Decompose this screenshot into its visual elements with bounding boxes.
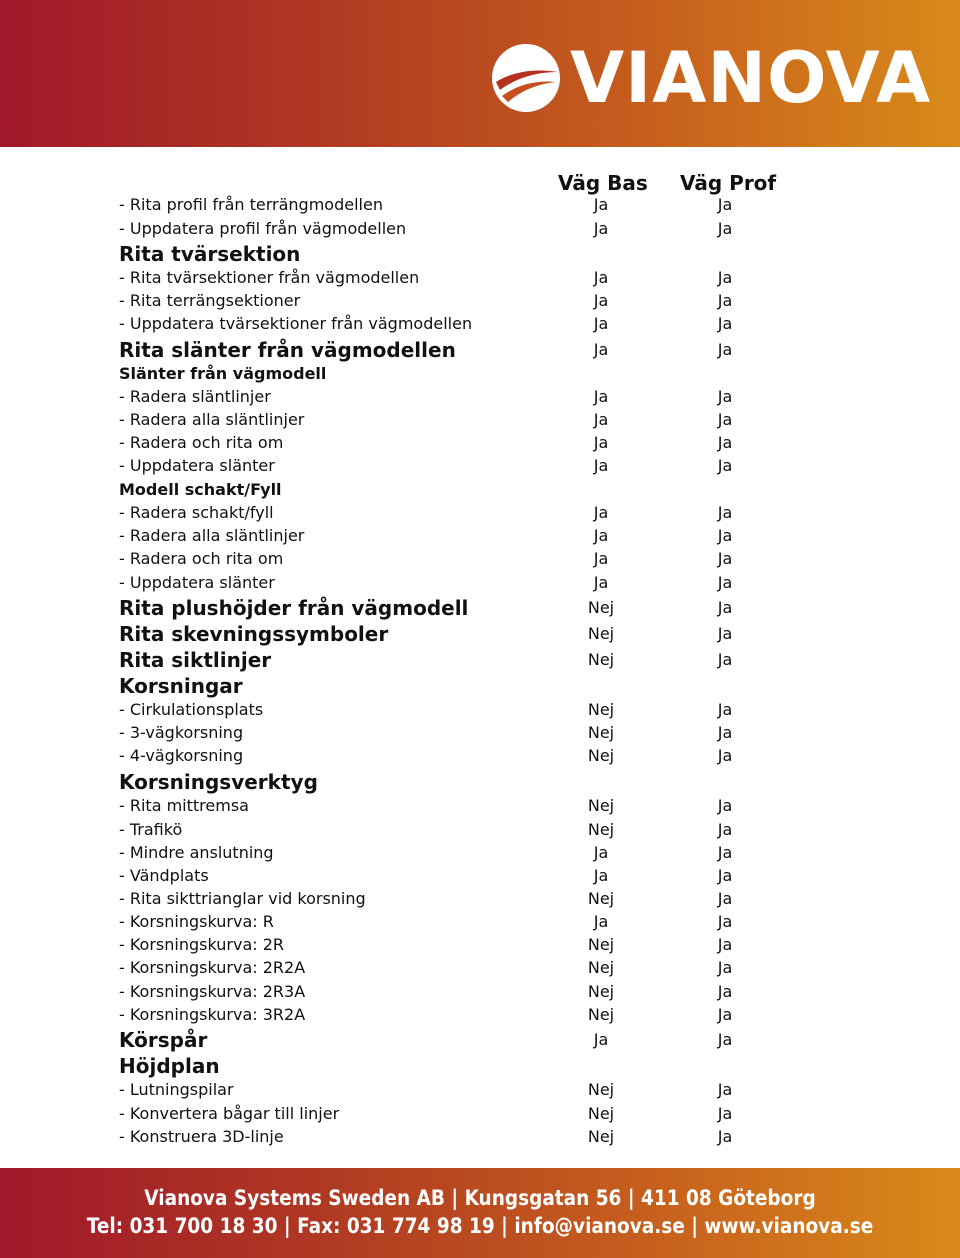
feature-label: - Rita sikttrianglar vid korsning bbox=[119, 889, 366, 908]
feature-label: Korsningsverktyg bbox=[119, 770, 318, 794]
vag-prof-value: Ja bbox=[717, 796, 733, 815]
vag-bas-value: Nej bbox=[587, 820, 615, 839]
feature-label: - Radera alla släntlinjer bbox=[119, 410, 305, 429]
vag-bas-value: Ja bbox=[593, 291, 609, 310]
vag-bas-value: Ja bbox=[593, 219, 609, 238]
vag-prof-value: Ja bbox=[717, 195, 733, 214]
feature-label: - Korsningskurva: 3R2A bbox=[119, 1005, 306, 1024]
vag-bas-value: Nej bbox=[587, 746, 615, 765]
vag-prof-value: Ja bbox=[717, 1005, 733, 1024]
feature-label: - Vändplats bbox=[119, 866, 209, 885]
vag-bas-value: Ja bbox=[593, 456, 609, 475]
vag-bas-value: Nej bbox=[587, 982, 615, 1001]
vag-prof-value: Ja bbox=[717, 650, 733, 669]
feature-label: Slänter från vägmodell bbox=[119, 364, 327, 383]
vag-prof-value: Ja bbox=[717, 935, 733, 954]
vag-prof-value: Ja bbox=[717, 912, 733, 931]
vag-prof-value: Ja bbox=[717, 291, 733, 310]
vag-bas-value: Ja bbox=[593, 912, 609, 931]
column-header-vag-prof: Väg Prof bbox=[680, 171, 777, 195]
feature-label: - Konvertera bågar till linjer bbox=[119, 1104, 340, 1123]
vag-prof-value: Ja bbox=[717, 219, 733, 238]
vag-bas-value: Nej bbox=[587, 796, 615, 815]
vag-bas-value: Ja bbox=[593, 195, 609, 214]
vag-prof-value: Ja bbox=[717, 549, 733, 568]
vag-bas-value: Ja bbox=[593, 1030, 609, 1049]
vag-bas-value: Ja bbox=[593, 433, 609, 452]
vag-bas-value: Nej bbox=[587, 1080, 615, 1099]
vag-prof-value: Ja bbox=[717, 843, 733, 862]
feature-label: - Uppdatera slänter bbox=[119, 456, 275, 475]
vag-prof-value: Ja bbox=[717, 889, 733, 908]
vag-prof-value: Ja bbox=[717, 624, 733, 643]
vag-bas-value: Nej bbox=[587, 650, 615, 669]
feature-label: Rita siktlinjer bbox=[119, 648, 272, 672]
vag-bas-value: Ja bbox=[593, 340, 609, 359]
feature-label: - Korsningskurva: 2R3A bbox=[119, 982, 306, 1001]
vag-prof-value: Ja bbox=[717, 503, 733, 522]
footer-address: Vianova Systems Sweden AB | Kungsgatan 56 | 411 08 Göteborg bbox=[144, 1186, 816, 1210]
vag-prof-value: Ja bbox=[717, 820, 733, 839]
feature-label: Körspår bbox=[119, 1028, 208, 1052]
feature-label: - Radera och rita om bbox=[119, 549, 284, 568]
vag-bas-value: Nej bbox=[587, 598, 615, 617]
brand-name: VIANOVA bbox=[570, 37, 932, 119]
vag-bas-value: Ja bbox=[593, 314, 609, 333]
vag-bas-value: Nej bbox=[587, 723, 615, 742]
vag-prof-value: Ja bbox=[717, 982, 733, 1001]
feature-label: - Cirkulationsplats bbox=[119, 700, 264, 719]
feature-label: - Uppdatera slänter bbox=[119, 573, 275, 592]
vag-bas-value: Ja bbox=[593, 866, 609, 885]
vag-prof-value: Ja bbox=[717, 746, 733, 765]
column-header-vag-bas: Väg Bas bbox=[558, 171, 648, 195]
feature-label: Rita skevningssymboler bbox=[119, 622, 389, 646]
vag-bas-value: Nej bbox=[587, 958, 615, 977]
footer-banner bbox=[0, 1168, 960, 1258]
vag-bas-value: Nej bbox=[587, 889, 615, 908]
vag-bas-value: Ja bbox=[593, 843, 609, 862]
feature-label: - Uppdatera tvärsektioner från vägmodellen bbox=[119, 314, 473, 333]
vag-bas-value: Nej bbox=[587, 700, 615, 719]
vag-prof-value: Ja bbox=[717, 1104, 733, 1123]
vag-prof-value: Ja bbox=[717, 1030, 733, 1049]
feature-label: - Radera alla släntlinjer bbox=[119, 526, 305, 545]
feature-label: - Trafikö bbox=[119, 820, 183, 839]
vag-prof-value: Ja bbox=[717, 700, 733, 719]
vag-bas-value: Ja bbox=[593, 573, 609, 592]
vag-bas-value: Nej bbox=[587, 1127, 615, 1146]
feature-label: - Rita profil från terrängmodellen bbox=[119, 195, 383, 214]
vag-bas-value: Nej bbox=[587, 1005, 615, 1024]
vag-bas-value: Ja bbox=[593, 503, 609, 522]
feature-label: Rita tvärsektion bbox=[119, 242, 301, 266]
vag-prof-value: Ja bbox=[717, 1080, 733, 1099]
vag-prof-value: Ja bbox=[717, 573, 733, 592]
vag-bas-value: Ja bbox=[593, 526, 609, 545]
vag-prof-value: Ja bbox=[717, 387, 733, 406]
feature-label: Korsningar bbox=[119, 674, 243, 698]
vag-bas-value: Ja bbox=[593, 549, 609, 568]
feature-label: - Rita tvärsektioner från vägmodellen bbox=[119, 268, 420, 287]
vag-bas-value: Nej bbox=[587, 1104, 615, 1123]
vag-bas-value: Nej bbox=[587, 624, 615, 643]
feature-label: Höjdplan bbox=[119, 1054, 220, 1078]
feature-label: Modell schakt/Fyll bbox=[119, 480, 282, 499]
vag-prof-value: Ja bbox=[717, 314, 733, 333]
feature-label: - 3-vägkorsning bbox=[119, 723, 244, 742]
feature-label: Rita slänter från vägmodellen bbox=[119, 338, 456, 362]
feature-label: - Rita mittremsa bbox=[119, 796, 249, 815]
footer-contact: Tel: 031 700 18 30 | Fax: 031 774 98 19 | info@vianova.se | www.vianova.se bbox=[86, 1214, 874, 1238]
vag-bas-value: Ja bbox=[593, 268, 609, 287]
feature-label: Rita plushöjder från vägmodell bbox=[119, 596, 469, 620]
vag-prof-value: Ja bbox=[717, 598, 733, 617]
vag-prof-value: Ja bbox=[717, 456, 733, 475]
feature-label: - Radera släntlinjer bbox=[119, 387, 271, 406]
vag-prof-value: Ja bbox=[717, 1127, 733, 1146]
feature-label: - Korsningskurva: 2R2A bbox=[119, 958, 306, 977]
vag-prof-value: Ja bbox=[717, 526, 733, 545]
vag-bas-value: Ja bbox=[593, 410, 609, 429]
feature-label: - Konstruera 3D-linje bbox=[119, 1127, 284, 1146]
vag-prof-value: Ja bbox=[717, 340, 733, 359]
feature-label: - Korsningskurva: 2R bbox=[119, 935, 285, 954]
feature-label: - Uppdatera profil från vägmodellen bbox=[119, 219, 407, 238]
feature-label: - Mindre anslutning bbox=[119, 843, 274, 862]
vag-bas-value: Nej bbox=[587, 935, 615, 954]
vag-prof-value: Ja bbox=[717, 723, 733, 742]
vag-prof-value: Ja bbox=[717, 268, 733, 287]
vag-bas-value: Ja bbox=[593, 387, 609, 406]
vag-prof-value: Ja bbox=[717, 433, 733, 452]
feature-label: - Radera och rita om bbox=[119, 433, 284, 452]
feature-label: - Radera schakt/fyll bbox=[119, 503, 274, 522]
feature-label: - 4-vägkorsning bbox=[119, 746, 244, 765]
vag-prof-value: Ja bbox=[717, 866, 733, 885]
vag-prof-value: Ja bbox=[717, 958, 733, 977]
feature-label: - Korsningskurva: R bbox=[119, 912, 274, 931]
feature-label: - Rita terrängsektioner bbox=[119, 291, 301, 310]
vag-prof-value: Ja bbox=[717, 410, 733, 429]
feature-label: - Lutningspilar bbox=[119, 1080, 234, 1099]
